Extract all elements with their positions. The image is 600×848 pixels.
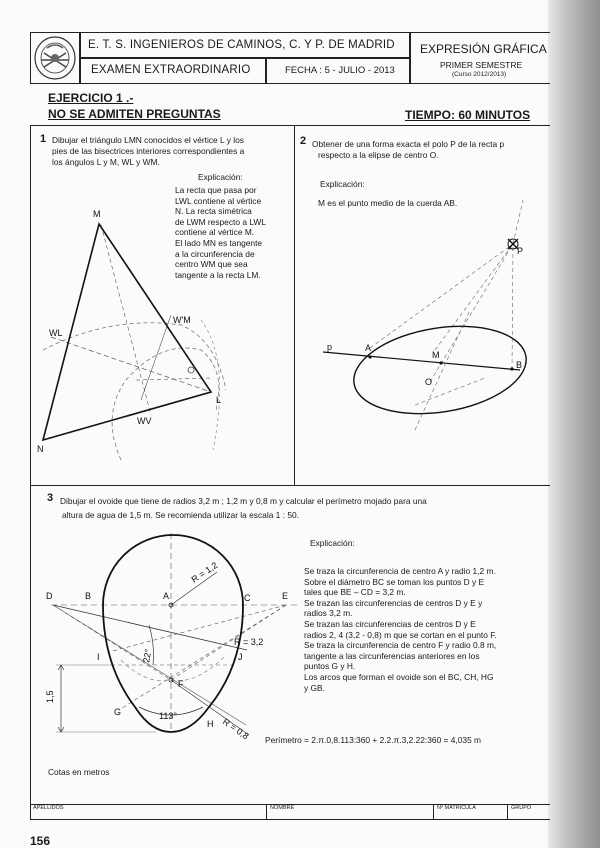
p1-construction-circle: [112, 348, 222, 460]
p1-exp-line: La recta que pasa por: [175, 185, 257, 195]
label-height: 1,5: [45, 690, 55, 703]
p3-units-note: Cotas en metros: [48, 767, 110, 777]
footer-group: GRUPO: [511, 805, 532, 811]
footer-divider: [507, 804, 508, 820]
label-m: M: [432, 350, 440, 360]
label-e: E: [282, 591, 289, 601]
p1-dash-arc-right: [201, 320, 220, 450]
p1-statement-3: los ángulos L y M, WL y WM.: [52, 157, 160, 167]
p2-line-top: [513, 200, 523, 244]
p3-exp-line: Los arcos que forman el ovoide son el BC, CH, HG: [304, 671, 494, 682]
semester: PRIMER SEMESTRE: [440, 60, 523, 70]
p1-exp-line: N. La recta simétrica: [175, 206, 252, 217]
label-angle-22: 22°: [141, 648, 154, 664]
p3-number: 3: [47, 492, 54, 504]
p2-line-p: [323, 352, 523, 370]
label-wm: W'M: [173, 315, 191, 325]
label-n: N: [37, 444, 44, 454]
label-f: F: [178, 679, 184, 689]
point-a: [368, 355, 371, 358]
label-c: C: [244, 593, 251, 603]
label-a: A: [163, 591, 170, 601]
label-j: J: [238, 652, 243, 662]
p1-exp-line: a la circunferencia de: [175, 248, 255, 259]
p3-exp-line: Se trazan las circunferencias de centros D y E: [304, 618, 476, 629]
p1-exp-line: contiene al vértice M.: [175, 227, 255, 238]
p1-line-wm: [141, 315, 171, 400]
label-r32: R = 3,2: [234, 637, 264, 647]
p1-exp-line: tangente a la recta LM.: [175, 269, 261, 280]
p1-line-bisector: [101, 225, 151, 415]
footer-divider: [433, 804, 434, 820]
p3-figure: [31, 525, 303, 775]
p1-number: 1: [40, 133, 47, 145]
label-m: M: [93, 209, 101, 219]
p2-line-mp: [435, 244, 513, 350]
label-g: G: [114, 707, 122, 717]
p2-line-bp: [512, 244, 513, 370]
exercise-title: EJERCICIO 1 .-: [48, 91, 134, 105]
label-h: H: [207, 719, 214, 729]
p2-statement-2: respecto a la elipse de centro O.: [318, 150, 439, 160]
scan-edge: [548, 0, 600, 848]
p3-statement-2: altura de agua de 1,5 m. Se recomienda utilizar la escala 1 : 50.: [62, 510, 299, 520]
p2-statement-1: Obtener de una forma exacta el polo P de la recta p: [312, 139, 505, 149]
triangle-lmn: [43, 224, 211, 440]
label-d: D: [46, 591, 53, 601]
p3-line-ef: [171, 605, 286, 680]
p3-exp-line: radios 2, 4 (3,2 - 0,8) m que se cortan en el punto F.: [304, 629, 497, 640]
label-b: B: [85, 591, 92, 601]
p3-perimeter: Perímetro = 2.π.0,8.113:360 + 2.2.π.3,2.22:360 = 4,035 m: [265, 735, 482, 745]
p2-number: 2: [300, 135, 307, 147]
frame-mid-horizontal: [30, 485, 550, 486]
p3-statement-1: Dibujar el ovoide que tiene de radios 3,2 m ; 1,2 m y 0,8 m y calcular el perímetro mojado para una: [60, 496, 427, 506]
p2-ellipse: [348, 315, 533, 425]
point-b: [510, 367, 513, 370]
p3-exp-line: Se traza la circunferencia de centro F y radio 0.8 m,: [304, 640, 497, 651]
school-seal-icon: [32, 34, 78, 82]
p3-exp-line: Se trazan las circunferencias de centros D y E y: [304, 597, 483, 608]
p3-inner-arc: [121, 655, 226, 681]
label-o: O: [425, 377, 433, 387]
label-l: L: [216, 395, 222, 405]
p1-circle-center: [188, 367, 194, 373]
label-r08: R = 0,8: [220, 716, 251, 742]
label-i: I: [97, 652, 100, 662]
point-m: [439, 361, 442, 364]
course-year: (Curso 2012/2013): [452, 71, 507, 78]
page-number: 156: [30, 834, 51, 848]
p1-line-mid: [136, 378, 211, 380]
exam-date: FECHA : 5 - JULIO - 2013: [285, 65, 395, 76]
p3-explanation: [304, 566, 497, 693]
footer-divider: [266, 804, 267, 820]
p2-explanation: M es el punto medio de la cuerda AB.: [318, 198, 458, 208]
subject-title: EXPRESIÓN GRÁFICA: [420, 42, 547, 56]
footer-surnames: APELLIDOS: [33, 805, 64, 811]
label-p-line: p: [327, 342, 333, 352]
label-b: B: [516, 360, 523, 370]
ovoid-outline: [103, 535, 243, 732]
p1-line-wv: [51, 337, 211, 392]
label-angle-113: 113°: [159, 711, 177, 721]
p2-line-op: [430, 244, 513, 382]
footer-enrollment: Nº MATRÍCULA: [437, 805, 476, 811]
frame-top: [30, 125, 550, 126]
p2-explanation-title: Explicación:: [320, 179, 365, 189]
label-r12: R = 1,2: [189, 559, 220, 585]
label-wl: WL: [49, 328, 63, 338]
label-wv: WV: [137, 416, 152, 426]
exercise-time: TIEMPO: 60 MINUTOS: [405, 108, 531, 122]
p1-exp-line: El lado MN es tangente: [175, 237, 263, 248]
p1-exp-line: centro WM que sea: [175, 259, 248, 270]
p3-exp-line: Se traza la circunferencia de centro A y radio 1,2 m.: [304, 566, 496, 576]
p1-figure: [31, 200, 293, 484]
exam-type: EXAMEN EXTRAORDINARIO: [91, 64, 251, 76]
school-name: E. T. S. INGENIEROS DE CAMINOS, C. Y P. DE MADRID: [88, 39, 395, 51]
p1-statement-1: Dibujar el triángulo LMN conocidos el vértice L y los: [52, 135, 244, 145]
p3-exp-line: y GB.: [304, 682, 325, 693]
exercise-rule: NO SE ADMITEN PREGUNTAS: [48, 107, 221, 121]
p2-figure: [295, 200, 550, 484]
p3-explanation-title: Explicación:: [310, 538, 355, 548]
p1-exp-line: LWL contiene al vértice: [175, 195, 262, 206]
footer-name: NOMBRE: [270, 805, 295, 811]
label-p-pole: P: [517, 246, 524, 256]
label-a: A: [365, 343, 372, 353]
p1-statement-2: pies de las bisectrices interiores correspondientes a: [52, 146, 245, 156]
p3-exp-line: Sobre el diámetro BC se toman los puntos D y E: [304, 576, 485, 587]
p3-exp-line: puntos G y H.: [304, 661, 356, 672]
p1-exp-line: de LWM respecto a LWL: [175, 216, 266, 227]
p3-exp-line: radios 3,2 m.: [304, 608, 353, 619]
p2-line-ap: [370, 244, 513, 348]
p3-exp-line: tangente a las circunferencias anteriores en los: [304, 650, 480, 661]
p3-exp-line: tales que BE – CD = 3,2 m.: [304, 587, 406, 598]
p1-explanation-title: Explicación:: [198, 172, 243, 182]
